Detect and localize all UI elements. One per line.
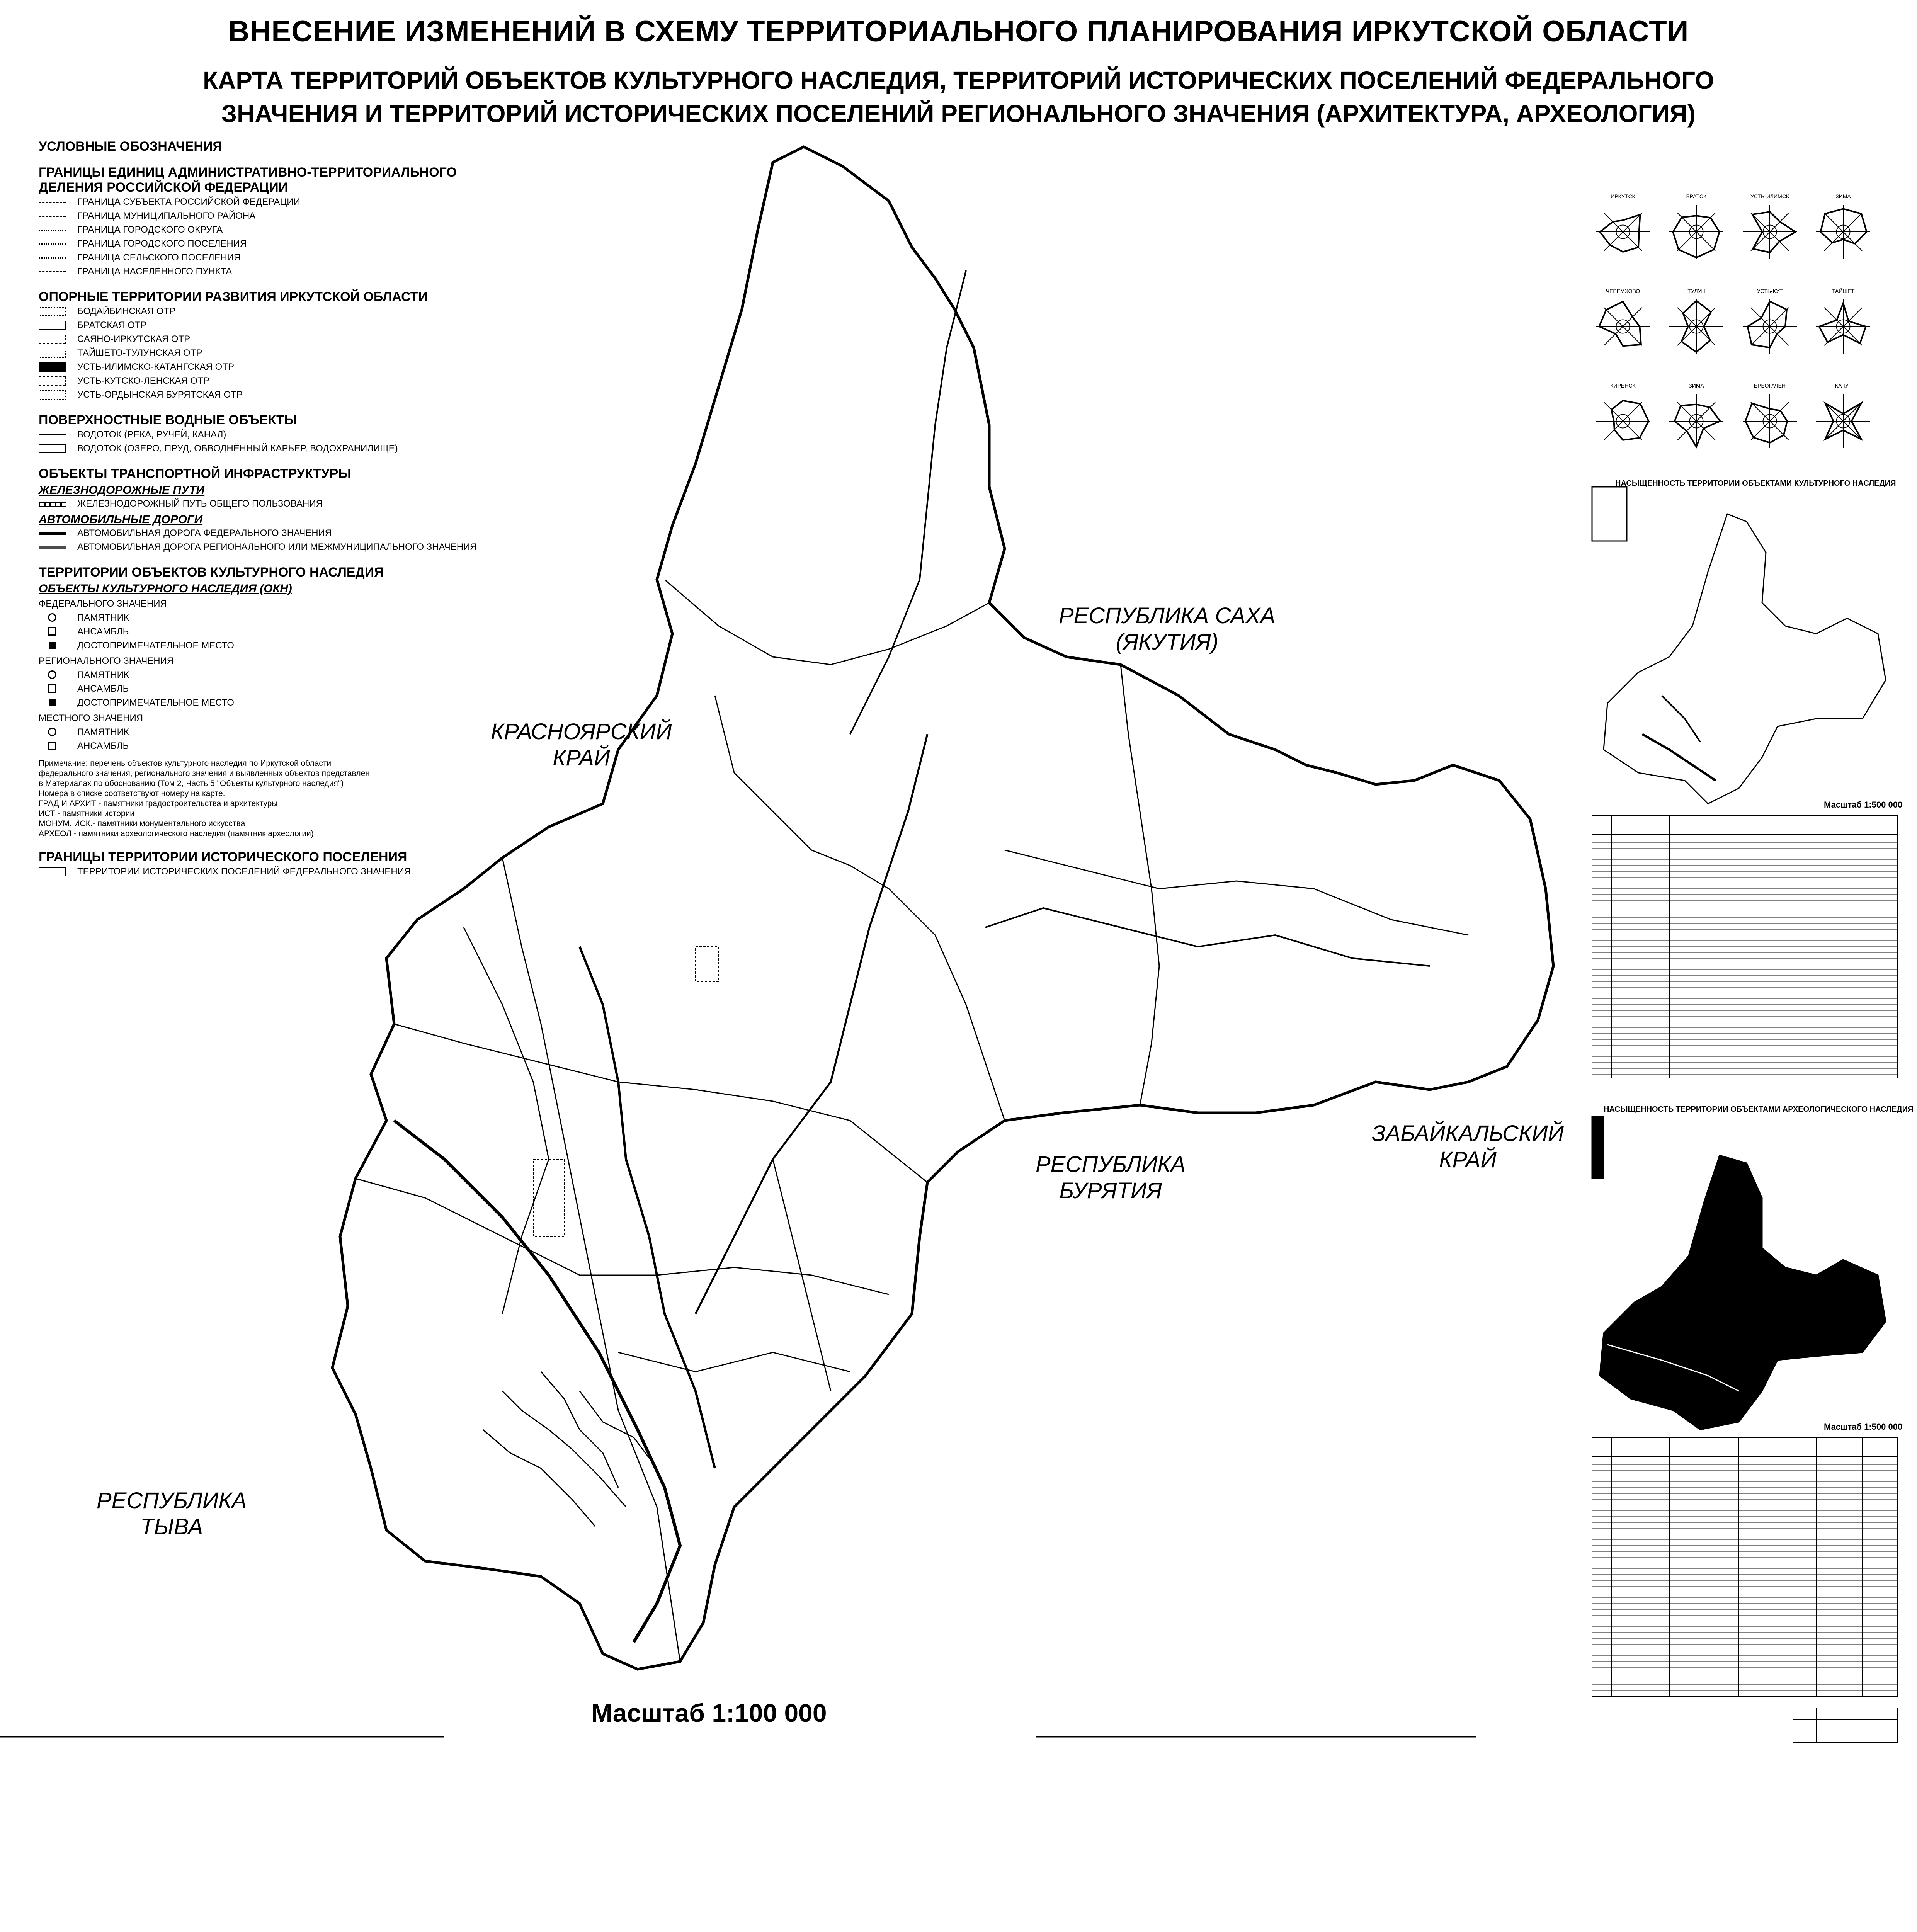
legend-section-title: ГРАНИЦЫ ЕДИНИЦ АДМИНИСТРАТИВНО-ТЕРРИТОРИАЛЬНОГО ДЕЛЕНИЯ РОССИЙСКОЙ ФЕДЕРАЦИИ <box>39 165 457 195</box>
legend-item-label: БОДАЙБИНСКАЯ ОТР <box>77 306 176 316</box>
legend-item-label: АНСАМБЛЬ <box>77 684 129 694</box>
legend-item-label: ПАМЯТНИК <box>77 670 129 680</box>
note-line: Номера в списке соответствуют номеру на карте. <box>39 789 225 798</box>
wind-rose-label: ЗИМА <box>1835 193 1851 199</box>
legend-item-label: ЖЕЛЕЗНОДОРОЖНЫЙ ПУТЬ ОБЩЕГО ПОЛЬЗОВАНИЯ <box>77 498 323 509</box>
region-label-line: РЕСПУБЛИКА САХА <box>1059 603 1276 628</box>
map-scale: Масштаб 1:100 000 <box>591 1699 827 1727</box>
archaeology-inset-scale: Масштаб 1:500 000 <box>1824 1422 1903 1432</box>
wind-rose-label: БРАТСК <box>1686 193 1707 199</box>
architecture-inset-caption: НАСЫЩЕННОСТЬ ТЕРРИТОРИИ ОБЪЕКТАМИ КУЛЬТУРНОГО НАСЛЕДИЯ <box>1615 479 1896 488</box>
legend-item-label: ГРАНИЦА НАСЕЛЕННОГО ПУНКТА <box>77 266 232 277</box>
wind-rose-label: КИРЕНСК <box>1610 383 1636 389</box>
legend-subsection-title: АВТОМОБИЛЬНЫЕ ДОРОГИ <box>39 513 203 526</box>
region-label-line: ЗАБАЙКАЛЬСКИЙ <box>1372 1121 1564 1146</box>
legend-item-label: ПАМЯТНИК <box>77 727 129 737</box>
wind-rose-label: КАЧУГ <box>1835 383 1852 389</box>
legend-subsection-title: ОБЪЕКТЫ КУЛЬТУРНОГО НАСЛЕДИЯ (ОКН) <box>39 582 292 595</box>
legend-item-label: ГРАНИЦА СУБЪЕКТА РОССИЙСКОЙ ФЕДЕРАЦИИ <box>77 197 300 207</box>
region-label-line: РЕСПУБЛИКА <box>97 1488 247 1513</box>
legend-section-title: ПОВЕРХНОСТНЫЕ ВОДНЫЕ ОБЪЕКТЫ <box>39 413 297 427</box>
legend-item-label: ТАЙШЕТО-ТУЛУНСКАЯ ОТР <box>77 348 202 358</box>
region-label-line: РЕСПУБЛИКА <box>1036 1152 1186 1177</box>
legend-item-label: ПАМЯТНИК <box>77 612 129 623</box>
wind-rose-label: ТУЛУН <box>1687 288 1705 294</box>
note-line: АРХЕОЛ - памятники археологического наследия (памятник археологии) <box>39 829 314 838</box>
legend-section-title: ГРАНИЦЫ ТЕРРИТОРИИ ИСТОРИЧЕСКОГО ПОСЕЛЕНИЯ <box>39 850 407 864</box>
region-label-line: КРАЙ <box>1439 1147 1497 1172</box>
legend-section-title: ОБЪЕКТЫ ТРАНСПОРТНОЙ ИНФРАСТРУКТУРЫ <box>39 466 351 481</box>
wind-rose-label: ТАЙШЕТ <box>1832 288 1855 294</box>
legend-item-label: ГРАНИЦА СЕЛЬСКОГО ПОСЕЛЕНИЯ <box>77 252 241 263</box>
legend-group-label: РЕГИОНАЛЬНОГО ЗНАЧЕНИЯ <box>39 656 174 666</box>
legend-item-label: ГРАНИЦА МУНИЦИПАЛЬНОГО РАЙОНА <box>77 211 256 221</box>
architecture-inset-scale: Масштаб 1:500 000 <box>1824 800 1903 810</box>
region-label-line: КРАСНОЯРСКИЙ <box>491 719 672 744</box>
legend-item-label: ВОДОТОК (ОЗЕРО, ПРУД, ОБВОДНЁННЫЙ КАРЬЕР, ВОДОХРАНИЛИЩЕ) <box>77 443 398 454</box>
region-label-line: (ЯКУТИЯ) <box>1116 629 1219 655</box>
legend-item-label: САЯНО-ИРКУТСКАЯ ОТР <box>77 334 191 344</box>
legend-item-label: ТЕРРИТОРИИ ИСТОРИЧЕСКИХ ПОСЕЛЕНИЙ ФЕДЕРАЛЬНОГО ЗНАЧЕНИЯ <box>77 866 411 877</box>
note-line: федерального значения, регионального значения и выявленных объектов представлен <box>39 769 370 778</box>
region-label-line: ТЫВА <box>140 1514 203 1539</box>
legend-group-label: ФЕДЕРАЛЬНОГО ЗНАЧЕНИЯ <box>39 599 167 609</box>
region-label-line: КРАЙ <box>553 745 610 770</box>
legend-item-label: БРАТСКАЯ ОТР <box>77 320 147 330</box>
legend-item-label: АВТОМОБИЛЬНАЯ ДОРОГА ФЕДЕРАЛЬНОГО ЗНАЧЕНИЯ <box>77 528 332 538</box>
legend-item-label: ВОДОТОК (РЕКА, РУЧЕЙ, КАНАЛ) <box>77 429 226 440</box>
wind-rose-label: УСТЬ-ИЛИМСК <box>1750 193 1789 199</box>
legend-heading: УСЛОВНЫЕ ОБОЗНАЧЕНИЯ <box>39 139 222 154</box>
legend-item-label: АНСАМБЛЬ <box>77 741 129 751</box>
legend-item-label: ГРАНИЦА ГОРОДСКОГО ПОСЕЛЕНИЯ <box>77 238 247 249</box>
map-subtitle-line: КАРТА ТЕРРИТОРИЙ ОБЪЕКТОВ КУЛЬТУРНОГО НАСЛЕДИЯ, ТЕРРИТОРИЙ ИСТОРИЧЕСКИХ ПОСЕЛЕНИЙ ФЕДЕРАЛЬНОГО <box>203 66 1714 94</box>
legend-item-label: АВТОМОБИЛЬНАЯ ДОРОГА РЕГИОНАЛЬНОГО ИЛИ МЕЖМУНИЦИПАЛЬНОГО ЗНАЧЕНИЯ <box>77 542 477 552</box>
legend-item-label: УСТЬ-КУТСКО-ЛЕНСКАЯ ОТР <box>77 376 209 386</box>
archaeology-inset-caption: НАСЫЩЕННОСТЬ ТЕРРИТОРИИ ОБЪЕКТАМИ АРХЕОЛОГИЧЕСКОГО НАСЛЕДИЯ <box>1604 1105 1914 1114</box>
wind-rose-label: УСТЬ-КУТ <box>1757 288 1783 294</box>
legend-section-title: ОПОРНЫЕ ТЕРРИТОРИИ РАЗВИТИЯ ИРКУТСКОЙ ОБЛАСТИ <box>39 289 428 304</box>
wind-rose-label: ИРКУТСК <box>1611 193 1635 199</box>
note-line: ИСТ - памятники истории <box>39 809 135 818</box>
map-title: ВНЕСЕНИЕ ИЗМЕНЕНИЙ В СХЕМУ ТЕРРИТОРИАЛЬНОГО ПЛАНИРОВАНИЯ ИРКУТСКОЙ ОБЛАСТИ <box>228 15 1689 48</box>
legend-item-label: УСТЬ-ИЛИМСКО-КАТАНГСКАЯ ОТР <box>77 362 235 372</box>
legend-item-label: АНСАМБЛЬ <box>77 626 129 637</box>
note-line: МОНУМ. ИСК.- памятники монументального искусства <box>39 819 245 828</box>
region-label-line: БУРЯТИЯ <box>1059 1178 1162 1203</box>
legend-group-label: МЕСТНОГО ЗНАЧЕНИЯ <box>39 713 143 723</box>
legend-item-label: УСТЬ-ОРДЫНСКАЯ БУРЯТСКАЯ ОТР <box>77 389 243 400</box>
map-subtitle-line: ЗНАЧЕНИЯ И ТЕРРИТОРИЙ ИСТОРИЧЕСКИХ ПОСЕЛЕНИЙ РЕГИОНАЛЬНОГО ЗНАЧЕНИЯ (АРХИТЕКТУРА, АРХЕОЛОГИЯ) <box>221 100 1696 128</box>
wind-rose-label: ЧЕРЕМХОВО <box>1606 288 1640 294</box>
legend-item-label: ГРАНИЦА ГОРОДСКОГО ОКРУГА <box>77 224 223 235</box>
legend-item-label: ДОСТОПРИМЕЧАТЕЛЬНОЕ МЕСТО <box>77 697 234 708</box>
note-line: Примечание: перечень объектов культурного наследия по Иркутской области <box>39 759 332 768</box>
note-line: ГРАД И АРХИТ - памятники градостроительства и архитектуры <box>39 799 278 808</box>
note-line: в Материалах по обоснованию (Том 2, Часть 5 "Объекты культурного наследия") <box>39 779 344 788</box>
wind-rose-label: ЗИМА <box>1689 383 1704 389</box>
legend-subsection-title: ЖЕЛЕЗНОДОРОЖНЫЕ ПУТИ <box>39 484 205 497</box>
wind-rose-label: ЕРБОГАЧЕН <box>1754 383 1786 389</box>
legend-item-label: ДОСТОПРИМЕЧАТЕЛЬНОЕ МЕСТО <box>77 640 234 651</box>
legend-section-title: ТЕРРИТОРИИ ОБЪЕКТОВ КУЛЬТУРНОГО НАСЛЕДИЯ <box>39 565 384 580</box>
